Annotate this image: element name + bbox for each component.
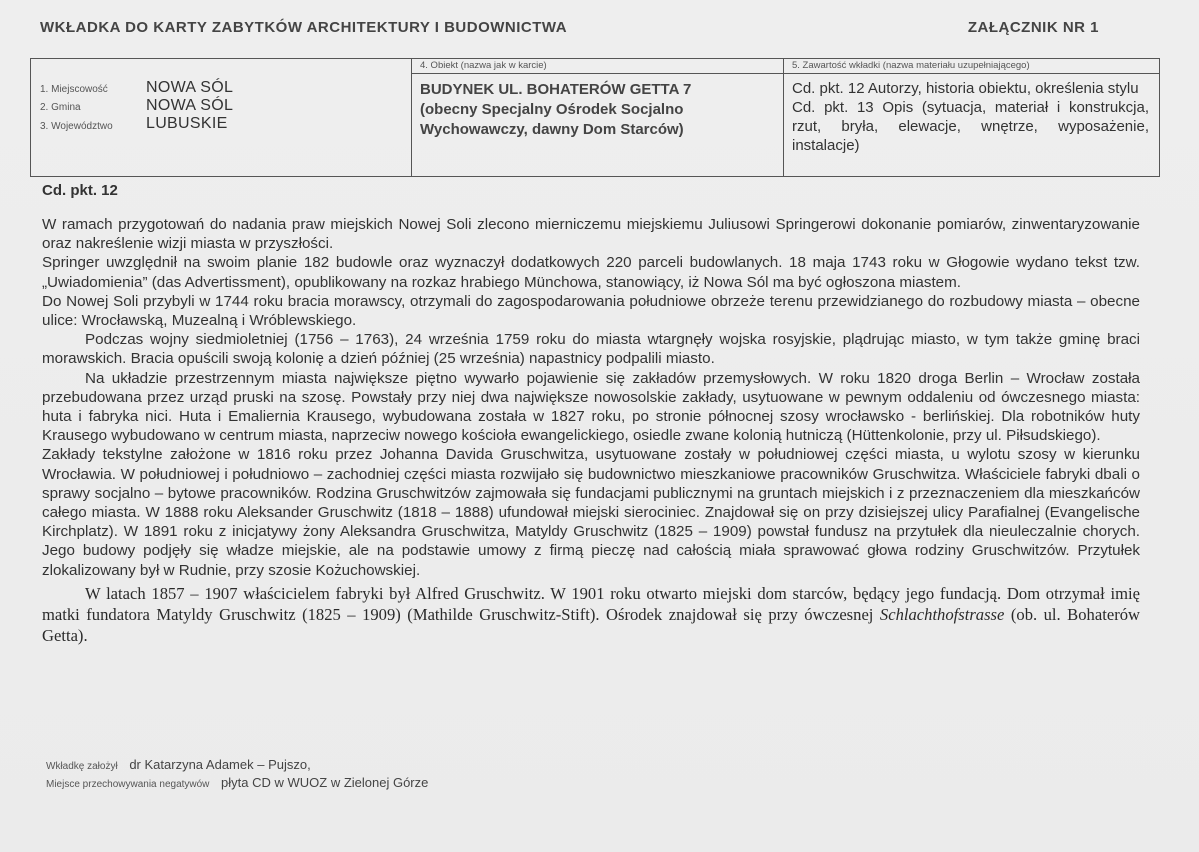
object-name-line1: BUDYNEK UL. BOHATERÓW GETTA 7 [420,81,692,98]
paragraph: Na układzie przestrzennym miasta największe piętno wywarło pojawienie się zakładów przemysłowych. W roku 1820 droga Berlin – Wrocław została przebudowana przez urząd pruski na szosę. Powstały przy niej dwa największe nowosolskie zakłady, usytuowane w pewnym oddaleniu od ówczesnego miasta: huta i fabryka nici. Huta i Emaliernia Krausego, wybudowana została w 1827 roku, po stronie północnej szosy wrocławsko - berlińskiej. Dla robotników huty Krausego wybudowano w centrum miasta, naprzeciw nowego kościoła ewangelickiego, osiedle zwane kolonią hutniczą (Hüttenkolonie, przy ul. Piłsudskiego). [42,369,1140,445]
miejscowosc-value: NOWA SÓL [146,79,234,96]
contents-item-2: Cd. pkt. 13 Opis (sytuacja, materiał i konstrukcja, rzut, bryła, elewacje, wnętrze, wyposażenie, instalacje) [792,99,1149,154]
object-name-line2: (obecny Specjalny Ośrodek Socjalno Wychowawczy, dawny Dom Starców) [420,101,684,138]
attachment-label: ZAŁĄCZNIK NR 1 [967,19,1099,36]
location-cell [31,59,412,176]
gmina-value: NOWA SÓL [146,97,234,114]
object-cell [411,59,784,176]
author-line [46,757,311,772]
contents-cell [783,59,1159,176]
storage-value: płyta CD w WUOZ w Zielonej Górze [221,775,429,790]
wojewodztwo-value: LUBUSKIE [146,115,228,132]
paragraph-serif-end: (ob. ul. Bohaterów Getta). [42,604,1140,645]
storage-line [46,775,428,790]
header-table [30,58,1160,177]
object-name [411,74,783,140]
street-name-italic: Schlachthofstrasse [879,604,1005,624]
storage-label: Miejsce przechowywania negatywów [46,779,210,790]
miejscowosc-label: 1. Miejscowość [40,84,108,95]
paragraph: Springer uwzględnił na swoim planie 182 budowle oraz wyznaczył dodatkowych 220 parceli budowlanych. 18 maja 1743 roku w Głogowie wydano tekst tzw. „Uwiadomienia” (das Advertissment), opublikowany na rozkaz hrabiego Münchowa, stanowiący, iż Nowa Sól ma być ogłoszona miastem. [42,254,1140,291]
author-label: Wkładkę założył [46,761,118,772]
contents-item-1: Cd. pkt. 12 Autorzy, historia obiektu, określenia stylu [792,80,1139,97]
paragraph: Podczas wojny siedmioletniej (1756 – 1763), 24 września 1759 roku do miasta wtargnęły wojska rosyjskie, plądrując miasto, w tym także gminę braci morawskich. Bracia opuścili swoją kolonię a dzień później (25 września) napastnicy podpalili miasto. [42,331,1140,368]
paragraph: Zakłady tekstylne założone w 1816 roku przez Johanna Davida Gruschwitza, usytuowane zostały w południowej części miasta, u wylotu szosy w kierunku Wrocławia. W południowej i południowo – zachodniej części miasta rozwijało się budownictwo mieszkaniowe pracowników Gruschwitza. Właściciele fabryki dbali o sprawy socjalno – bytowe pracowników. Rodzina Gruschwitzów zajmowała się fundacjami publicznymi na gruntach miejskich i z przeznaczeniem dla mieszkańców całego miasta. W 1888 roku Aleksander Gruschwitz (1818 – 1888) ufundował miejski sierociniec. Znajdował się on przy dzisiejszej ulicy Parafialnej (Evangelische Kirchplatz). W 1891 roku z inicjatywy żony Aleksandra Gruschwitza, Matyldy Gruschwitz (1825 – 1909) powstał fundusz na przytułek dla nieuleczalnie chorych. Jego budowy podjęły się władze miejskie, ale na podstawie umowy z firmą pieczę nad całością miała sprawować głowa rodziny Gruschwitzów. Przytułek zlokalizowany był w Rudnie, przy szosie Kożuchowskiej. [42,446,1140,579]
paragraph: Do Nowej Soli przybyli w 1744 roku bracia morawscy, otrzymali do zagospodarowania południowe obrzeże terenu przewidzianego do rozbudowy miasta – obecne ulice: Wrocławską, Muzealną i Wróblewskiego. [42,292,1140,330]
body-text [42,215,1140,646]
contents-text [783,74,1159,155]
paragraph-serif [42,583,1140,646]
document-title: WKŁADKA DO KARTY ZABYTKÓW ARCHITEKTURY I BUDOWNICTWA [40,19,568,36]
object-label: 4. Obiekt (nazwa jak w karcie) [411,59,783,74]
gmina-label: 2. Gmina [40,102,81,113]
author-value: dr Katarzyna Adamek – Pujszo, [129,757,311,772]
contents-label: 5. Zawartość wkładki (nazwa materiału uzupełniającego) [783,59,1159,74]
paragraph-serif-text: W latach 1857 – 1907 właścicielem fabryki był Alfred Gruschwitz. W 1901 roku otwarto miejski dom starców, będący jego fundacją. Dom otrzymał imię matki fundatora Matyldy Gruschwitz (1825 – 1909) (Mathilde Gruschwitz-Stift). Ośrodek znajdował się przy ówczesnej [42,583,1140,624]
paragraph: W ramach przygotowań do nadania praw miejskich Nowej Soli zlecono mierniczemu miejskiemu Juliusowi Springerowi dokonanie pomiarów, zinwentaryzowanie oraz nakreślenie wizji miasta w przyszłości. [42,216,1140,253]
section-title: Cd. pkt. 12 [42,182,118,199]
wojewodztwo-label: 3. Województwo [40,121,113,132]
